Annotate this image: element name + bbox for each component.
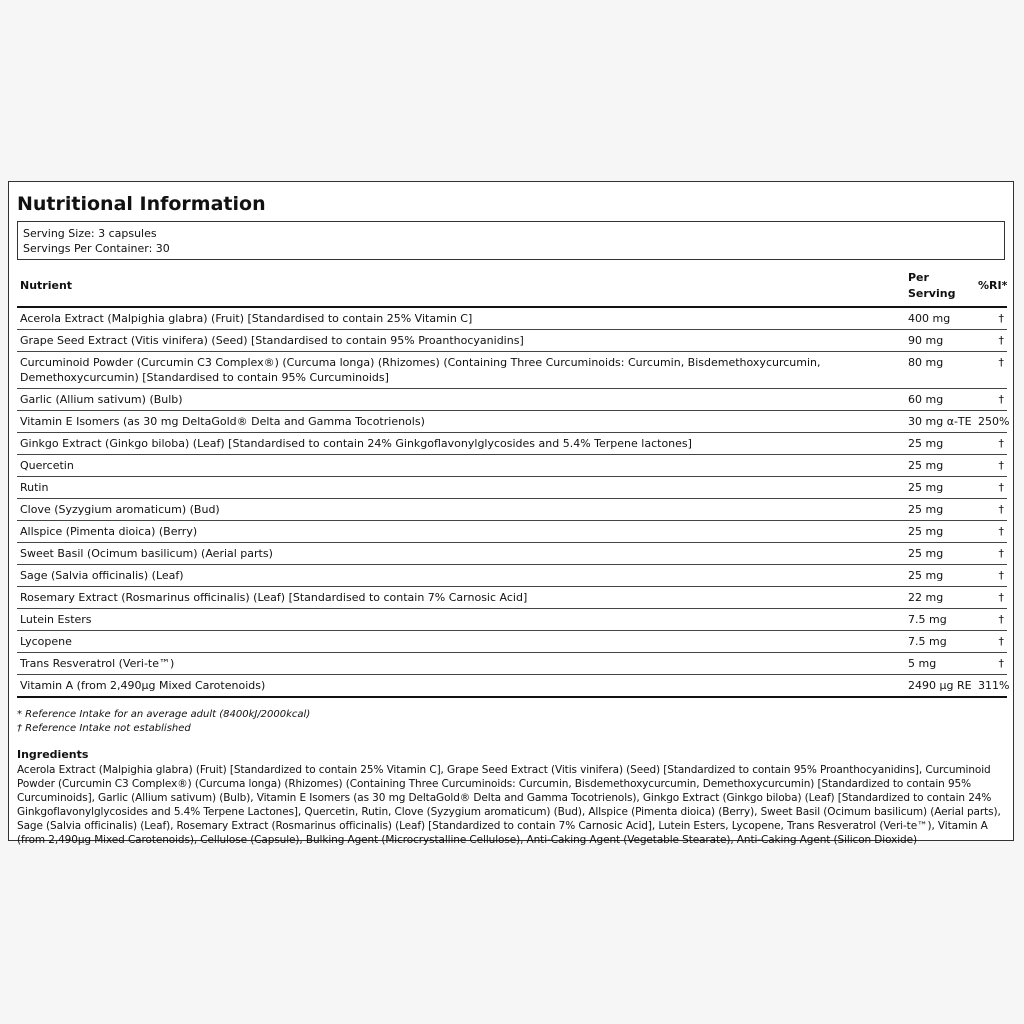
table-row <box>17 499 1007 521</box>
nutrient-amount: 2490 μg RE <box>905 675 975 698</box>
table-row <box>17 521 1007 543</box>
table-row <box>17 330 1007 352</box>
nutrient-ri: † <box>975 609 1007 631</box>
nutrient-ri: † <box>975 499 1007 521</box>
nutrient-name: Rutin <box>17 477 905 499</box>
nutrient-name: Quercetin <box>17 455 905 477</box>
nutrient-name: Sweet Basil (Ocimum basilicum) (Aerial parts) <box>17 543 905 565</box>
nutrient-ri: 250% <box>975 411 1007 433</box>
nutrient-ri: † <box>975 587 1007 609</box>
table-row <box>17 653 1007 675</box>
nutrition-table <box>17 266 1010 698</box>
nutrient-ri: † <box>975 565 1007 587</box>
nutrient-name: Curcuminoid Powder (Curcumin C3 Complex®) (Curcuma longa) (Rhizomes) (Containing Three Curcuminoids: Curcumin, Bisdemethoxycurcumin, Demethoxycurcumin) [Standardised to contain 95% Curcuminoids] <box>17 352 905 389</box>
nutrient-ri: † <box>975 455 1007 477</box>
nutrient-name: Rosemary Extract (Rosmarinus officinalis) (Leaf) [Standardised to contain 7% Carnosic Acid] <box>17 587 905 609</box>
table-row <box>17 411 1007 433</box>
nutrient-amount: 25 mg <box>905 477 975 499</box>
nutrient-ri: † <box>975 477 1007 499</box>
nutrient-name: Lycopene <box>17 631 905 653</box>
footnotes <box>17 708 1005 736</box>
nutrient-amount: 7.5 mg <box>905 609 975 631</box>
table-row <box>17 631 1007 653</box>
nutrition-table-body <box>17 307 1010 697</box>
nutrient-amount: 90 mg <box>905 330 975 352</box>
table-row <box>17 565 1007 587</box>
nutrient-name: Vitamin A (from 2,490μg Mixed Carotenoids) <box>17 675 905 698</box>
nutrient-ri: † <box>975 352 1007 389</box>
header-nutrient: Nutrient <box>17 266 905 307</box>
nutrient-amount: 5 mg <box>905 653 975 675</box>
nutrient-name: Trans Resveratrol (Veri-te™) <box>17 653 905 675</box>
servings-per-container: Servings Per Container: 30 <box>23 242 170 255</box>
nutrient-amount: 7.5 mg <box>905 631 975 653</box>
nutrient-ri: † <box>975 543 1007 565</box>
nutrient-ri: † <box>975 631 1007 653</box>
table-row <box>17 433 1007 455</box>
nutrient-ri: 311% <box>975 675 1007 698</box>
table-header-row <box>17 266 1007 307</box>
nutrition-panel <box>8 181 1014 846</box>
nutrient-ri: † <box>975 307 1007 330</box>
nutrient-name: Sage (Salvia officinalis) (Leaf) <box>17 565 905 587</box>
ingredients-heading: Ingredients <box>17 748 89 761</box>
footnote-reference-intake: * Reference Intake for an average adult (8400kJ/2000kcal) <box>17 709 311 720</box>
nutrient-amount: 25 mg <box>905 499 975 521</box>
nutrient-name: Acerola Extract (Malpighia glabra) (Fruit) [Standardised to contain 25% Vitamin C] <box>17 307 905 330</box>
ingredients-text: Acerola Extract (Malpighia glabra) (Fruit) [Standardized to contain 25% Vitamin C], Grape Seed Extract (Vitis vinifera) (Seed) [Standardized to contain 95% Proanthocyanidins], Curcuminoid Powder (Curcumin C3 Complex®) (Curcuma longa) (Rhizomes) (Containing Three Curcuminoids: Curcumin, Bisdemethoxycurcumin, Demethoxycurcumin) [Standardized to contain 95% Curcuminoids], Garlic (Allium sativum) (Bulb), Vitamin E Isomers (as 30 mg DeltaGold® Delta and Gamma Tocotrienols), Ginkgo Extract (Ginkgo biloba) (Leaf) [Standardized to contain 24% Ginkgoflavonylglycosides and 5.4% Terpene Lactones], Quercetin, Rutin, Clove (Syzygium aromaticum) (Bud), Allspice (Pimenta dioica) (Berry), Sweet Basil (Ocimum basilicum) (Aerial parts), Sage (Salvia officinalis) (Leaf), Rosemary Extract (Rosmarinus officinalis) (Leaf) [Standardized to contain 7% Carnosic Acid], Lutein Esters, Lycopene, Trans Resveratrol (Veri-te™), Vitamin A (from 2,490μg Mixed Carotenoids), Cellulose (Capsule), Bulking Agent (Microcrystalline Cellulose), Anti-Caking Agent (Vegetable Stearate), Anti-Caking Agent (Silicon Dioxide) <box>17 764 1001 846</box>
nutrient-name: Allspice (Pimenta dioica) (Berry) <box>17 521 905 543</box>
nutrient-amount: 25 mg <box>905 521 975 543</box>
nutrient-name: Garlic (Allium sativum) (Bulb) <box>17 389 905 411</box>
table-row <box>17 455 1007 477</box>
table-row <box>17 477 1007 499</box>
table-row <box>17 675 1007 698</box>
header-per-serving: Per Serving <box>905 266 975 307</box>
nutrient-ri: † <box>975 433 1007 455</box>
nutrient-amount: 30 mg α-TE <box>905 411 975 433</box>
nutrient-name: Grape Seed Extract (Vitis vinifera) (Seed) [Standardised to contain 95% Proanthocyanidins] <box>17 330 905 352</box>
serving-size: Serving Size: 3 capsules <box>23 227 157 240</box>
nutrient-amount: 25 mg <box>905 543 975 565</box>
nutrient-ri: † <box>975 653 1007 675</box>
nutrient-amount: 25 mg <box>905 433 975 455</box>
nutrient-ri: † <box>975 521 1007 543</box>
table-row <box>17 543 1007 565</box>
footnote-not-established: † Reference Intake not established <box>17 723 191 734</box>
nutrient-amount: 22 mg <box>905 587 975 609</box>
serving-info-box <box>17 221 1005 260</box>
table-row <box>17 352 1007 389</box>
page-title: Nutritional Information <box>17 193 266 215</box>
nutrient-name: Ginkgo Extract (Ginkgo biloba) (Leaf) [Standardised to contain 24% Ginkgoflavonylglycosides and 5.4% Terpene lactones] <box>17 433 905 455</box>
nutrient-amount: 80 mg <box>905 352 975 389</box>
table-row <box>17 307 1007 330</box>
nutrient-amount: 400 mg <box>905 307 975 330</box>
table-row <box>17 587 1007 609</box>
nutrient-amount: 25 mg <box>905 455 975 477</box>
table-row <box>17 389 1007 411</box>
nutrient-amount: 60 mg <box>905 389 975 411</box>
nutrient-name: Vitamin E Isomers (as 30 mg DeltaGold® Delta and Gamma Tocotrienols) <box>17 411 905 433</box>
table-row <box>17 609 1007 631</box>
nutrient-name: Clove (Syzygium aromaticum) (Bud) <box>17 499 905 521</box>
nutrient-amount: 25 mg <box>905 565 975 587</box>
nutrient-ri: † <box>975 330 1007 352</box>
header-ri: %RI* <box>975 266 1007 307</box>
nutrient-name: Lutein Esters <box>17 609 905 631</box>
nutrient-ri: † <box>975 389 1007 411</box>
